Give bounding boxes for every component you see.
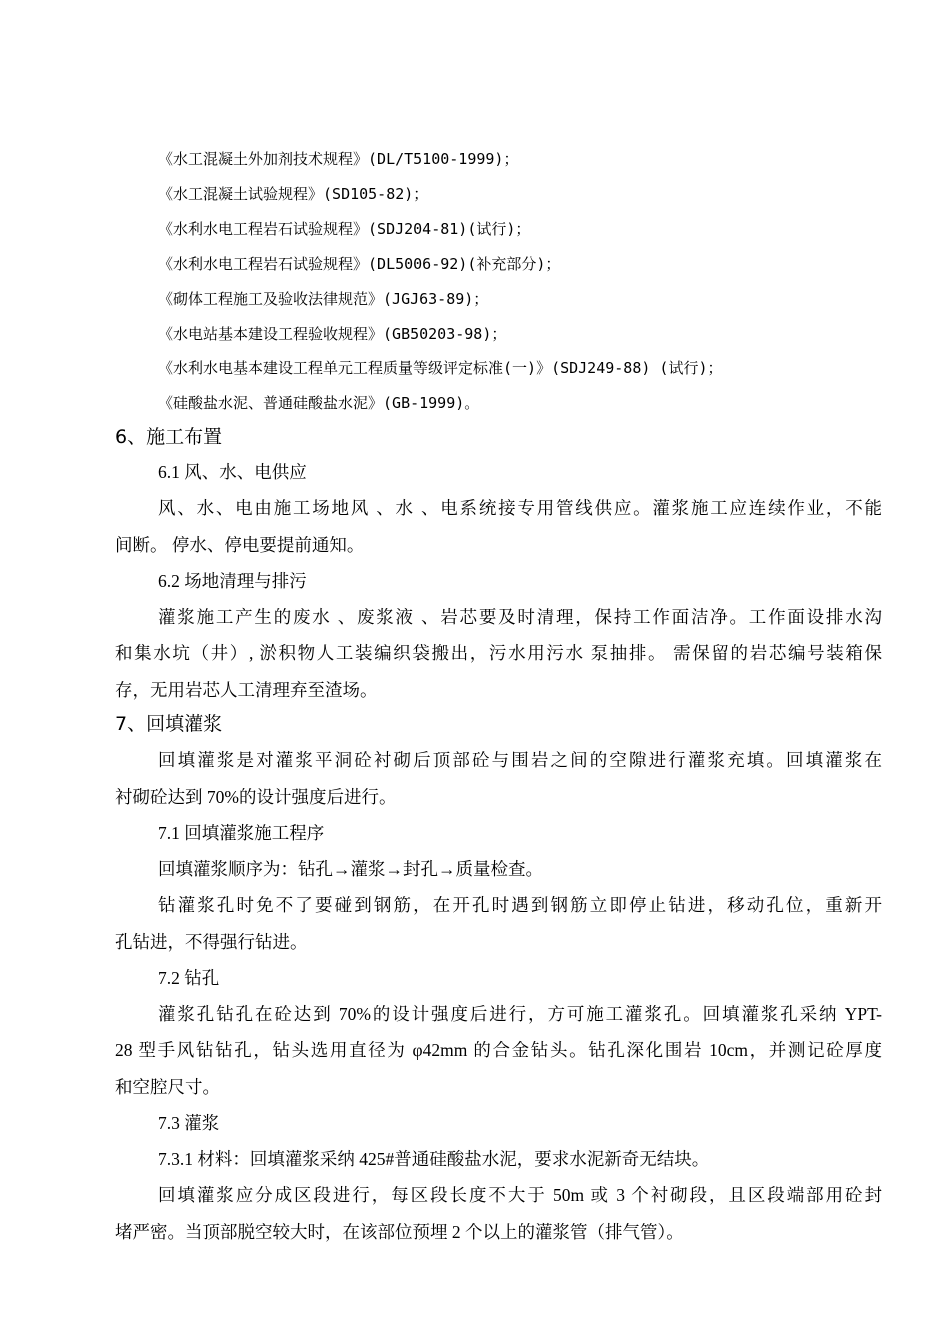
reference-item: 《水利水电工程岩石试验规程》(SDJ204-81)(试行)； [158, 220, 531, 238]
paragraph-line: 回填灌浆顺序为：钻孔→灌浆→封孔→质量检查。 [158, 859, 543, 879]
reference-item: 《水电站基本建设工程验收规程》(GB50203-98)； [158, 325, 507, 343]
subsection-heading: 7.1 回填灌浆施工程序 [158, 823, 325, 843]
paragraph-line: 和集水坑（井）, 淤积物人工装编织袋搬出，污水用污水 泵抽排。 需保留的岩芯编号装箱保 [115, 643, 882, 663]
paragraph-line: 风、水、电由施工场地风 、水 、电系统接专用管线供应。灌浆施工应连续作业，不能 [158, 498, 882, 518]
paragraph-line: 灌浆孔钻孔在砼达到 70%的设计强度后进行，方可施工灌浆孔。回填灌浆孔采纳 YPT- [158, 1004, 882, 1024]
paragraph-line: 衬砌砼达到 70%的设计强度后进行。 [115, 787, 397, 807]
paragraph-line: 钻灌浆孔时免不了要碰到钢筋，在开孔时遇到钢筋立即停止钻进，移动孔位，重新开 [158, 895, 882, 915]
paragraph-line: 回填灌浆应分成区段进行，每区段长度不大于 50m 或 3 个衬砌段，且区段端部用砼封 [158, 1185, 882, 1205]
section-heading: 7、回填灌浆 [115, 713, 223, 735]
paragraph-line: 存，无用岩芯人工清理弃至渣场。 [115, 680, 378, 700]
paragraph-line: 和空腔尺寸。 [115, 1077, 220, 1097]
subsection-heading: 6.1 风、水、电供应 [158, 462, 307, 482]
reference-item: 《硅酸盐水泥、普通硅酸盐水泥》(GB-1999)。 [158, 394, 480, 412]
reference-item: 《水利水电基本建设工程单元工程质量等级评定标准(一)》(SDJ249-88) (试行)； [158, 359, 723, 377]
paragraph-line: 间断。 停水、停电要提前通知。 [115, 535, 365, 555]
paragraph-line: 堵严密。当顶部脱空较大时，在该部位预埋 2 个以上的灌浆管（排气管）。 [115, 1222, 684, 1242]
subsection-heading: 7.3 灌浆 [158, 1113, 220, 1133]
reference-item: 《水利水电工程岩石试验规程》(DL5006-92)(补充部分)； [158, 255, 561, 273]
paragraph-line: 回填灌浆是对灌浆平洞砼衬砌后顶部砼与围岩之间的空隙进行灌浆充填。回填灌浆在 [158, 750, 882, 770]
paragraph-line: 28 型手风钻钻孔，钻头选用直径为 φ42mm 的合金钻头。钻孔深化围岩 10cm，并测记砼厚度 [115, 1040, 882, 1060]
section-heading: 6、施工布置 [115, 426, 223, 448]
reference-item: 《水工混凝土试验规程》(SD105-82)； [158, 185, 429, 203]
subsection-heading: 6.2 场地清理与排污 [158, 571, 307, 591]
paragraph-line: 灌浆施工产生的废水 、废浆液 、岩芯要及时清理，保持工作面洁净。工作面设排水沟 [158, 607, 882, 627]
reference-item: 《水工混凝土外加剂技术规程》(DL/T5100-1999)； [158, 150, 519, 168]
paragraph-line: 孔钻进，不得强行钻进。 [115, 932, 308, 952]
paragraph-line: 7.3.1 材料：回填灌浆采纳 425#普通硅酸盐水泥，要求水泥新奇无结块。 [158, 1149, 710, 1169]
subsection-heading: 7.2 钻孔 [158, 968, 220, 988]
reference-item: 《砌体工程施工及验收法律规范》(JGJ63-89)； [158, 290, 489, 308]
